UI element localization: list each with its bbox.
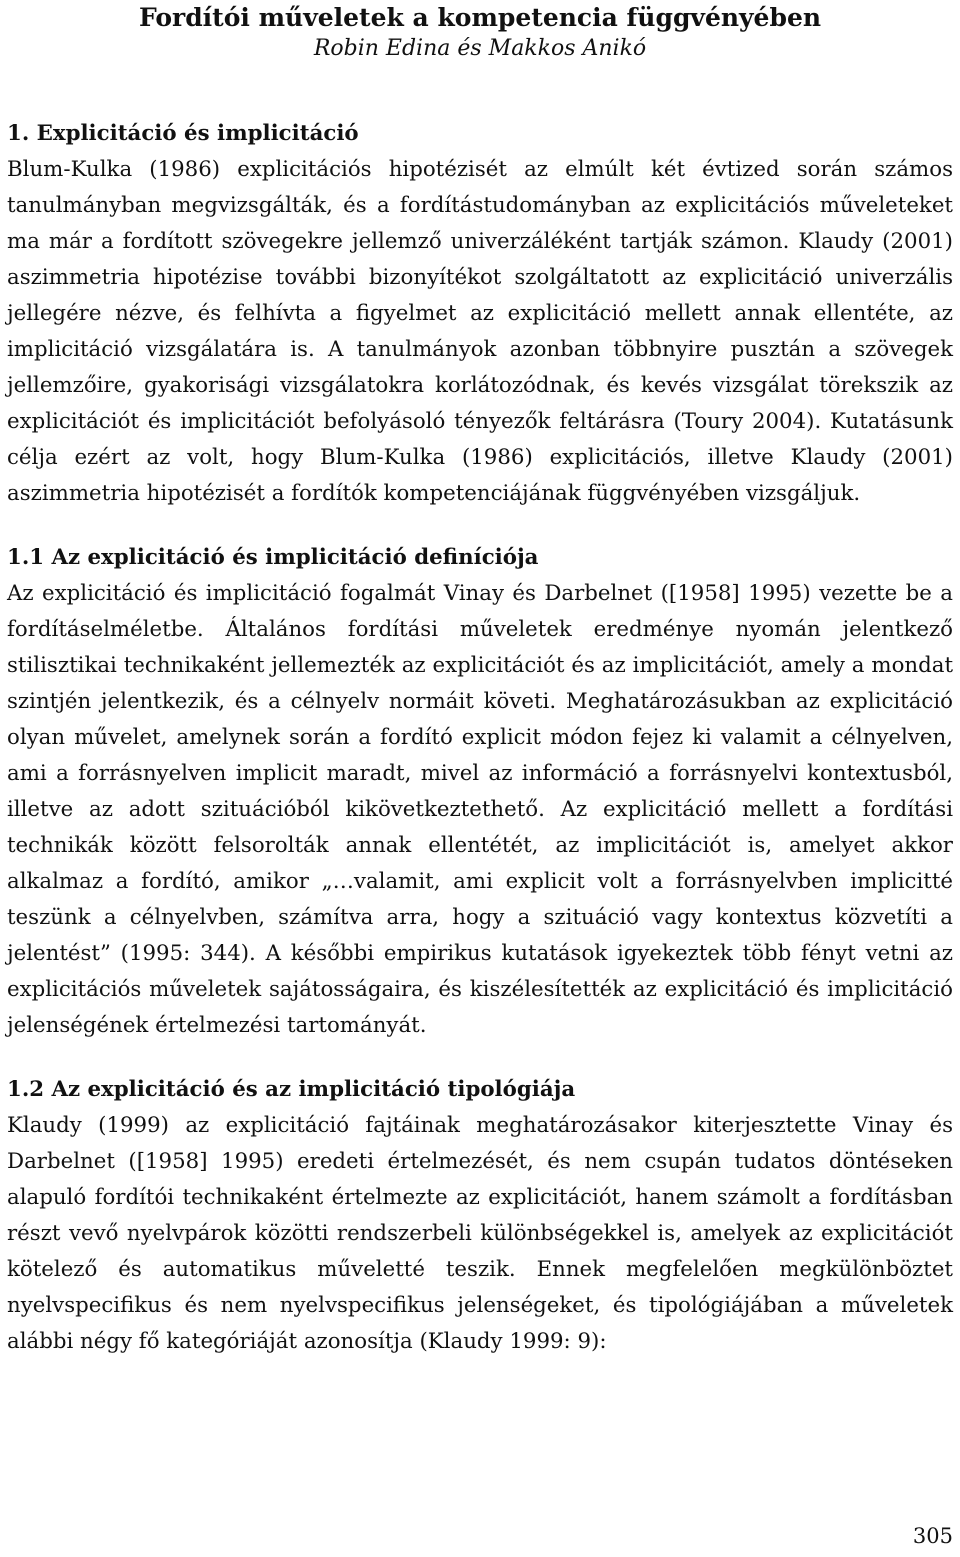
section-paragraph: Klaudy (1999) az explicitáció fajtáinak meghatározásakor kiterjesztette Vinay és Darbelnet ([1958] 1995) eredeti értelmezését, és nem csupán tudatos döntéseken alapuló fordítói technikaként értelmezte az explicitációt, hanem számolt a fordításban részt vevő nyelvpárok közötti rendszerbeli különbségekkel is, amelyek az explicitációt kötelező és automatikus műveletté teszik. Ennek megfelelően megkülönböztet nyelvspecifikus és nem nyelvspecifikus jelenségeket, és tipológiájában a műveletek alábbi négy fő kategóriáját azonosítja (Klaudy 1999: 9): bbox=[7, 1113, 953, 1354]
section-definition bbox=[7, 540, 953, 1044]
section-typology bbox=[7, 1072, 953, 1360]
paper-authors: Robin Edina és Makkos Anikó bbox=[313, 36, 647, 61]
section-heading: 1.2 Az explicitáció és az implicitáció tipológiája bbox=[7, 1077, 576, 1102]
document-page bbox=[7, 0, 953, 1360]
section-heading: 1. Explicitáció és implicitáció bbox=[7, 121, 359, 146]
section-heading: 1.1 Az explicitáció és implicitáció definíciója bbox=[7, 545, 539, 570]
section-paragraph: Blum-Kulka (1986) explicitációs hipotézisét az elmúlt két évtized során számos tanulmányban megvizsgálták, és a fordítástudományban az explicitációs műveleteket ma már a fordított szövegekre jellemző univerzáléként tartják számon. Klaudy (2001) aszimmetria hipotézise további bizonyítékot szolgáltatott az explicitáció univerzális jellegére nézve, és felhívta a figyelmet az explicitáció mellett annak ellentéte, az implicitáció vizsgálatára is. A tanulmányok azonban többnyire pusztán a szövegek jellemzőire, gyakorisági vizsgálatokra korlátozódnak, és kevés vizsgálat törekszik az explicitációt és implicitációt befolyásoló tényezők feltárásra (Toury 2004). Kutatásunk célja ezért az volt, hogy Blum-Kulka (1986) explicitációs, illetve Klaudy (2001) aszimmetria hipotézisét a fordítók kompetenciájának függvényében vizsgáljuk. bbox=[7, 157, 953, 506]
page-number: 305 bbox=[912, 1524, 953, 1548]
section-paragraph: Az explicitáció és implicitáció fogalmát Vinay és Darbelnet ([1958] 1995) vezette be a fordításelméletbe. Általános fordítási műveletek eredménye nyomán jelentkező stilisztikai technikaként jellemezték az explicitációt és az implicitációt, amely a mondat szintjén jelentkezik, és a célnyelv normáit követi. Meghatározásukban az explicitáció olyan művelet, amelynek során a fordító explicit módon fejez ki valamit a célnyelven, ami a forrásnyelven implicit maradt, mivel az információ a forrásnyelvi kontextusból, illetve az adott szituációból kikövetkeztethető. Az explicitáció mellett a fordítási technikák között felsorolták annak ellentétét, az implicitációt is, amelyet akkor alkalmaz a fordító, amikor „…valamit, ami explicit volt a forrásnyelvben implicitté teszünk a célnyelvben, számítva arra, hogy a szituáció vagy kontextus közvetíti a jelentést” (1995: 344). A későbbi empirikus kutatások igyekeztek több fényt vetni az explicitációs műveletek sajátosságaira, és kiszélesítették az explicitáció és implicitáció jelenségének értelmezési tartományát. bbox=[7, 581, 953, 1038]
section-explicitation bbox=[7, 116, 953, 512]
paper-title: Fordítói műveletek a kompetencia függvényében bbox=[138, 3, 822, 32]
